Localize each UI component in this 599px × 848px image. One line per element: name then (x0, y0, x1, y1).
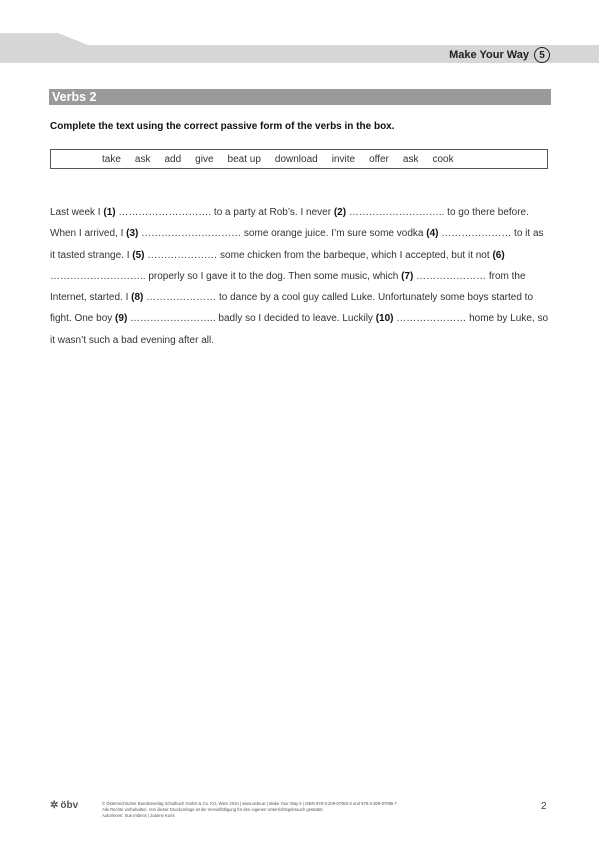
copyright-notice (102, 801, 397, 819)
publisher-logo (50, 800, 78, 811)
text-segment: ………………………. to a party at Rob’s. I never (115, 207, 334, 218)
asterisk-icon: ✲ (50, 800, 59, 811)
page-number: 2 (541, 801, 547, 812)
exercise-text (50, 202, 550, 351)
gap-number: (4) (426, 228, 439, 240)
word-box-item: ask (134, 153, 151, 165)
word-box-item: ask (402, 153, 419, 165)
word-box-item: cook (432, 153, 454, 165)
gap-number: (2) (333, 207, 347, 218)
publisher-logo-text: öbv (60, 800, 79, 811)
word-box-item: download (274, 153, 318, 165)
copyright-line: Autorinnen: Sue Imbeck | Joanne Koris (102, 813, 175, 818)
text-segment: ………………… some chicken from the barbeque, which I accepted, but it not (144, 249, 493, 261)
text-segment: …………………….. badly so I decided to leave. Luckily (127, 313, 376, 325)
book-title-text: Make Your Way (449, 49, 529, 61)
word-box-item: give (195, 153, 214, 165)
gap-number: (6) (492, 249, 505, 261)
word-box-item: offer (369, 153, 389, 165)
word-box-item: beat up (227, 153, 261, 165)
text-segment: Last week I (50, 207, 104, 218)
book-title (430, 47, 550, 63)
gap-number: (5) (132, 249, 145, 261)
word-box-item: take (102, 153, 121, 165)
text-segment: ………………… home by Luke, so it wasn’t such a bad evening after all. (50, 313, 549, 346)
copyright-line: © Österreichischer Bundesverlag Schulbuch GmbH & Co. KG, Wien 2010 | www.oebv.at | Make Your Way 5 | ISBN 978-3-209-07083-3 und 978-3-209-07085-7 (102, 801, 397, 806)
section-title: Verbs 2 (49, 89, 551, 105)
word-box-item: add (164, 153, 182, 165)
gap-number: (7) (401, 270, 414, 282)
gap-number: (8) (131, 292, 144, 304)
instruction: Complete the text using the correct passive form of the verbs in the box. (50, 121, 395, 132)
gap-number: (9) (115, 313, 128, 325)
text-segment: ………………………… some orange juice. I’m sure some vodka (138, 228, 427, 240)
gap-number: (10) (375, 313, 394, 325)
gap-number: (1) (103, 207, 116, 218)
text-segment: ………………… from the Internet, started. I (50, 270, 526, 304)
text-segment: ………………… to dance by a cool guy called Luke. Unfortunately some boys started to fight. One boy (50, 292, 534, 325)
word-box-item: invite (331, 153, 356, 165)
gap-number: (3) (126, 228, 139, 240)
text-segment: ……………………….. properly so I gave it to the dog. Then some music, which (50, 270, 402, 282)
copyright-line: Alle Rechte vorbehalten. Von dieser Druckvorlage ist die Vervielfältigung für den eigenen Unterrichtsgebrauch gestattet. (102, 807, 324, 812)
word-box (50, 149, 548, 169)
text-segment: ………………… to it as it tasted strange. I (50, 228, 544, 261)
text-segment: ……………………….. to go there before. When I arrived, I (50, 207, 529, 240)
unit-number-badge: 5 (534, 47, 550, 63)
